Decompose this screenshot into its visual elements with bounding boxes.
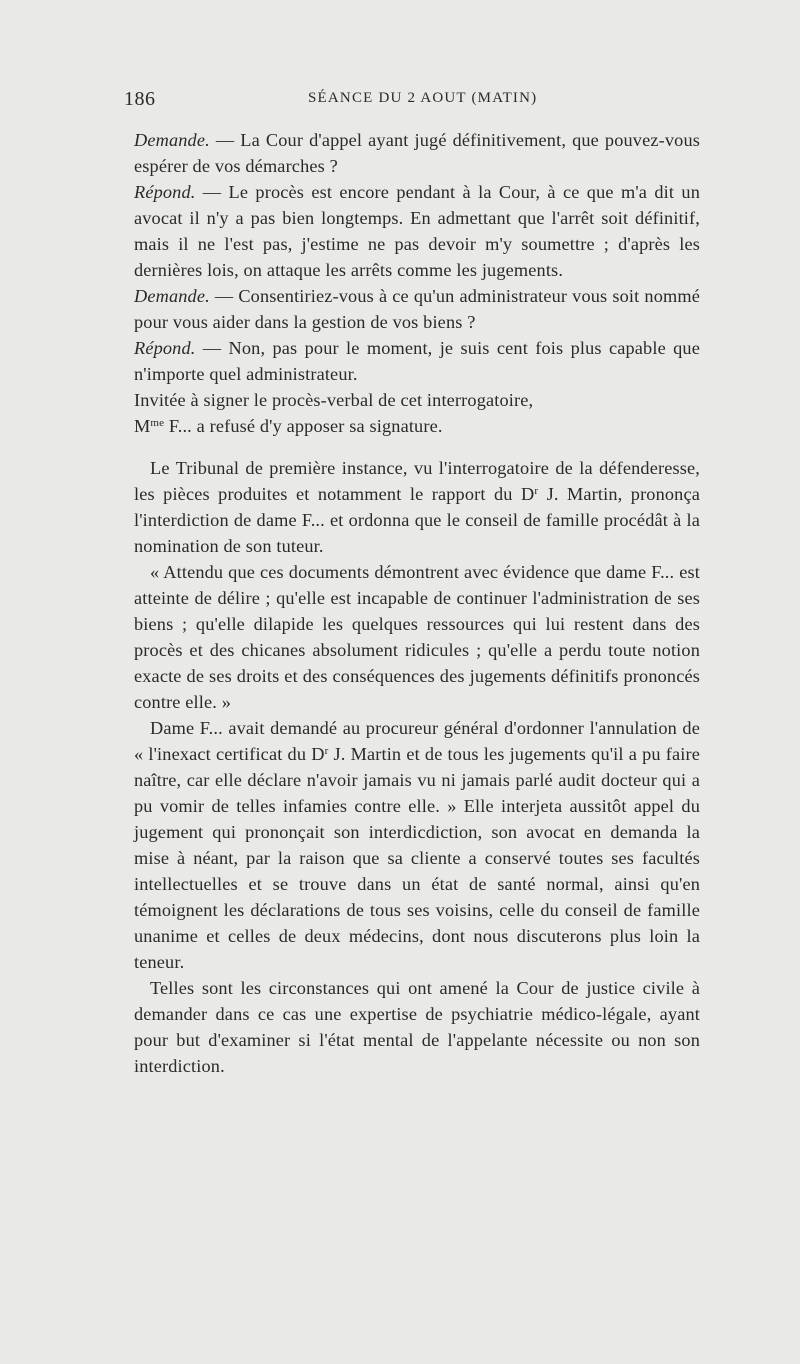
dialogue-text: — Non, pas pour le moment, je suis cent fois plus capable que n'importe quel administrateur. bbox=[134, 338, 700, 384]
doctor-superscript: r bbox=[534, 485, 539, 497]
dialogue-question-2 bbox=[134, 283, 700, 335]
paragraph-text: J. Martin et de tous les jugements qu'il a pu faire naître, car elle déclare n'avoir jamais vu ni jamais parlé audit docteur qui a pu vomir de telles infamies contre elle. » Elle interjeta aussitôt appel du jugement qui prononçait son interdicdiction, son avocat en demanda la mise à néant, par la raison que sa cliente a conservé toutes ses facultés intellectuelles et se trouve dans un état de santé normal, ainsi qu'en témoignent les déclarations de tous ses voisins, celle du conseil de famille unanime et celles de deux médecins, dont nous discuterons plus loin la teneur. bbox=[134, 744, 701, 972]
page-header bbox=[124, 88, 680, 116]
doctor-superscript: r bbox=[324, 745, 329, 757]
page-body bbox=[134, 127, 700, 1079]
page-number: 186 bbox=[124, 88, 156, 110]
speaker-label: Répond. bbox=[134, 182, 196, 202]
dialogue-text: — Consentiriez-vous à ce qu'un administrateur vous soit nommé pour vous aider dans la gestion de vos biens ? bbox=[134, 286, 700, 332]
conclusion-paragraph bbox=[134, 975, 700, 1079]
quoted-judgment-paragraph bbox=[134, 559, 700, 715]
title-superscript: me bbox=[150, 417, 165, 429]
paragraph-text: « Attendu que ces documents démontrent avec évidence que dame F... est atteinte de délire ; qu'elle est incapable de continuer l'administration de ses biens ; qu'elle dilapide les quelques ressources qui lui restent dans des procès et des chicanes absolument ridicules ; qu'elle a perdu toute notion exacte de ses droits et des conséquences des jugements définitifs prononcés contre elle. » bbox=[134, 562, 700, 712]
speaker-label: Demande. bbox=[134, 130, 210, 150]
dialogue-answer-1 bbox=[134, 179, 700, 283]
dialogue-text: — La Cour d'appel ayant jugé définitivement, que pouvez-vous espérer de vos démarches ? bbox=[134, 130, 700, 176]
speaker-label: Demande. bbox=[134, 286, 210, 306]
running-title: SÉANCE DU 2 AOUT (MATIN) bbox=[308, 90, 538, 106]
paragraph-text: Le Tribunal de première instance, vu l'interrogatoire de la défenderesse, les pièces produites et notamment le rapport du D bbox=[134, 458, 700, 504]
paragraph-text: F... a refusé d'y apposer sa signature. bbox=[164, 416, 443, 436]
dialogue-text: — Le procès est encore pendant à la Cour, à ce que m'a dit un avocat il n'y a pas bien longtemps. En admettant que l'arrêt soit définitif, mais il ne l'est pas, j'estime ne pas devoir m'y soumettre ; d'après les dernières lois, on attaque les arrêts comme les jugements. bbox=[134, 182, 700, 280]
paragraph-text: J. Martin, prononça l'interdiction de dame F... et ordonna que le conseil de famille procédât à la nomination de son tuteur. bbox=[134, 484, 700, 556]
tribunal-paragraph bbox=[134, 455, 700, 559]
title-abbreviation: M bbox=[134, 416, 151, 436]
appeal-paragraph bbox=[134, 715, 700, 975]
paragraph-text: Dame F... avait demandé au procureur général d'ordonner l'annulation de « l'inexact certificat du D bbox=[134, 718, 700, 764]
signature-refusal-paragraph bbox=[134, 387, 700, 439]
speaker-label: Répond. bbox=[134, 338, 196, 358]
paragraph-text: Telles sont les circonstances qui ont amené la Cour de justice civile à demander dans ce cas une expertise de psychiatrie médico-légale, ayant pour but d'examiner si l'état mental de l'appelante nécessite ou non son interdiction. bbox=[134, 978, 700, 1076]
dialogue-answer-2 bbox=[134, 335, 700, 387]
paragraph-text: Invitée à signer le procès-verbal de cet interrogatoire, bbox=[134, 390, 534, 410]
dialogue-question-1 bbox=[134, 127, 700, 179]
